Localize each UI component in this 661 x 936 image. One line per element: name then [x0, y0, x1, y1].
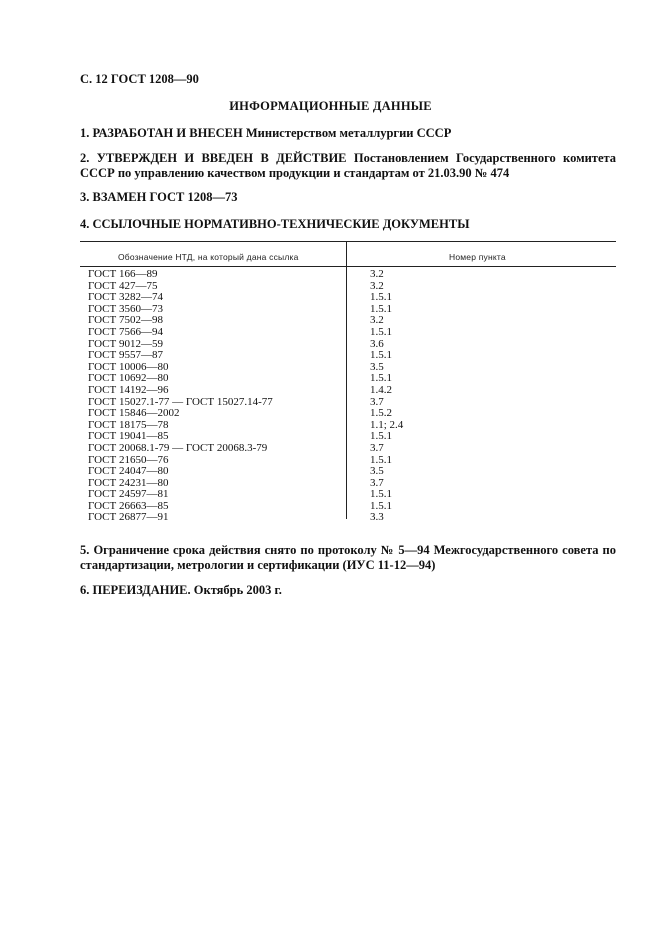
item-1-text: Министерством металлургии СССР [245, 126, 452, 140]
item-2-number: 2. [80, 151, 90, 165]
item-5-text: Ограничение срока действия снято по протоколу № 5—94 Межгосударственного совета по стандартизации, метрологии и сертификации (ИУС 11-12—94) [80, 543, 617, 572]
item-3-number: 3. [80, 190, 90, 204]
table-cell-item-number: 3.2 [370, 314, 384, 327]
item-2 [80, 151, 616, 181]
item-6 [80, 583, 616, 598]
table-cell-item-number: 1.5.1 [370, 325, 392, 338]
table-cell-document: ГОСТ 14192—96 [88, 383, 169, 396]
table-header-document: Обозначение НТД, на который дана ссылка [118, 252, 299, 262]
item-4 [80, 217, 616, 232]
table-cell-item-number: 1.5.1 [370, 302, 392, 315]
section-title: ИНФОРМАЦИОННЫЕ ДАННЫЕ [229, 99, 432, 113]
table-cell-document: ГОСТ 3282—74 [88, 291, 163, 304]
table-cell-document: ГОСТ 9557—87 [88, 349, 163, 362]
page-header: С. 12 ГОСТ 1208—90 [80, 72, 199, 86]
item-6-heading: ПЕРЕИЗДАНИЕ. [92, 583, 191, 597]
table-cell-item-number: 1.4.2 [370, 383, 392, 396]
table-cell-document: ГОСТ 7502—98 [88, 314, 163, 327]
table-cell-document: ГОСТ 10006—80 [88, 360, 169, 373]
item-5 [80, 543, 616, 573]
table-cell-item-number: 1.1; 2.4 [370, 418, 404, 431]
item-2-text: Постановлением Государственного комитета СССР по управлению качеством продукции и стандартам от 21.03.90 № 474 [80, 151, 617, 180]
table-cell-document: ГОСТ 9012—59 [88, 337, 163, 350]
table-cell-document: ГОСТ 26663—85 [88, 499, 169, 512]
table-cell-document: ГОСТ 24047—80 [88, 465, 169, 478]
table-cell-item-number: 3.2 [370, 279, 384, 292]
table-header-item-number: Номер пункта [449, 252, 506, 262]
table-cell-document: ГОСТ 19041—85 [88, 430, 169, 443]
table-cell-item-number: 1.5.1 [370, 372, 392, 385]
table-cell-document: ГОСТ 3560—73 [88, 302, 163, 315]
table-cell-item-number: 3.6 [370, 337, 384, 350]
table-header-rule [80, 266, 616, 267]
item-6-text: Октябрь 2003 г. [193, 583, 282, 597]
table-cell-item-number: 3.3 [370, 511, 384, 524]
item-6-number: 6. [80, 583, 90, 597]
table-cell-document: ГОСТ 7566—94 [88, 325, 163, 338]
item-2-heading: УТВЕРЖДЕН И ВВЕДЕН В ДЕЙСТВИЕ [96, 151, 347, 165]
table-cell-document: ГОСТ 20068.1-79 — ГОСТ 20068.3-79 [88, 441, 268, 454]
table-cell-document: ГОСТ 24597—81 [88, 488, 169, 501]
table-cell-document: ГОСТ 427—75 [88, 279, 158, 292]
table-cell-item-number: 1.5.1 [370, 499, 392, 512]
table-cell-item-number: 1.5.1 [370, 430, 392, 443]
table-cell-item-number: 1.5.1 [370, 488, 392, 501]
item-4-number: 4. [80, 217, 90, 231]
table-cell-item-number: 3.7 [370, 476, 384, 489]
item-5-number: 5. [80, 543, 90, 557]
item-3-heading: ВЗАМЕН ГОСТ 1208—73 [92, 190, 238, 204]
table-cell-document: ГОСТ 18175—78 [88, 418, 169, 431]
table-cell-item-number: 1.5.1 [370, 453, 392, 466]
item-3 [80, 190, 616, 205]
table-cell-item-number: 1.5.1 [370, 349, 392, 362]
table-cell-document: ГОСТ 15846—2002 [88, 407, 180, 420]
item-1-number: 1. [80, 126, 90, 140]
item-1-heading: РАЗРАБОТАН И ВНЕСЕН [92, 126, 243, 140]
table-cell-document: ГОСТ 21650—76 [88, 453, 169, 466]
table-cell-item-number: 1.5.1 [370, 291, 392, 304]
table-cell-item-number: 3.7 [370, 395, 384, 408]
table-cell-document: ГОСТ 24231—80 [88, 476, 169, 489]
table-cell-item-number: 3.2 [370, 268, 384, 280]
table-cell-document: ГОСТ 15027.1-77 — ГОСТ 15027.14-77 [88, 395, 273, 408]
table-cell-item-number: 3.7 [370, 441, 384, 454]
table-cell-document: ГОСТ 26877—91 [88, 511, 169, 524]
table-cell-item-number: 3.5 [370, 465, 384, 478]
table-cell-document: ГОСТ 10692—80 [88, 372, 169, 385]
table-cell-document: ГОСТ 166—89 [88, 268, 158, 280]
item-4-heading: ССЫЛОЧНЫЕ НОРМАТИВНО-ТЕХНИЧЕСКИЕ ДОКУМЕНТЫ [92, 217, 470, 231]
table-cell-item-number: 3.5 [370, 360, 384, 373]
table-top-rule [80, 241, 616, 242]
item-1 [80, 126, 616, 141]
table-column-divider [346, 241, 347, 519]
table-cell-item-number: 1.5.2 [370, 407, 392, 420]
